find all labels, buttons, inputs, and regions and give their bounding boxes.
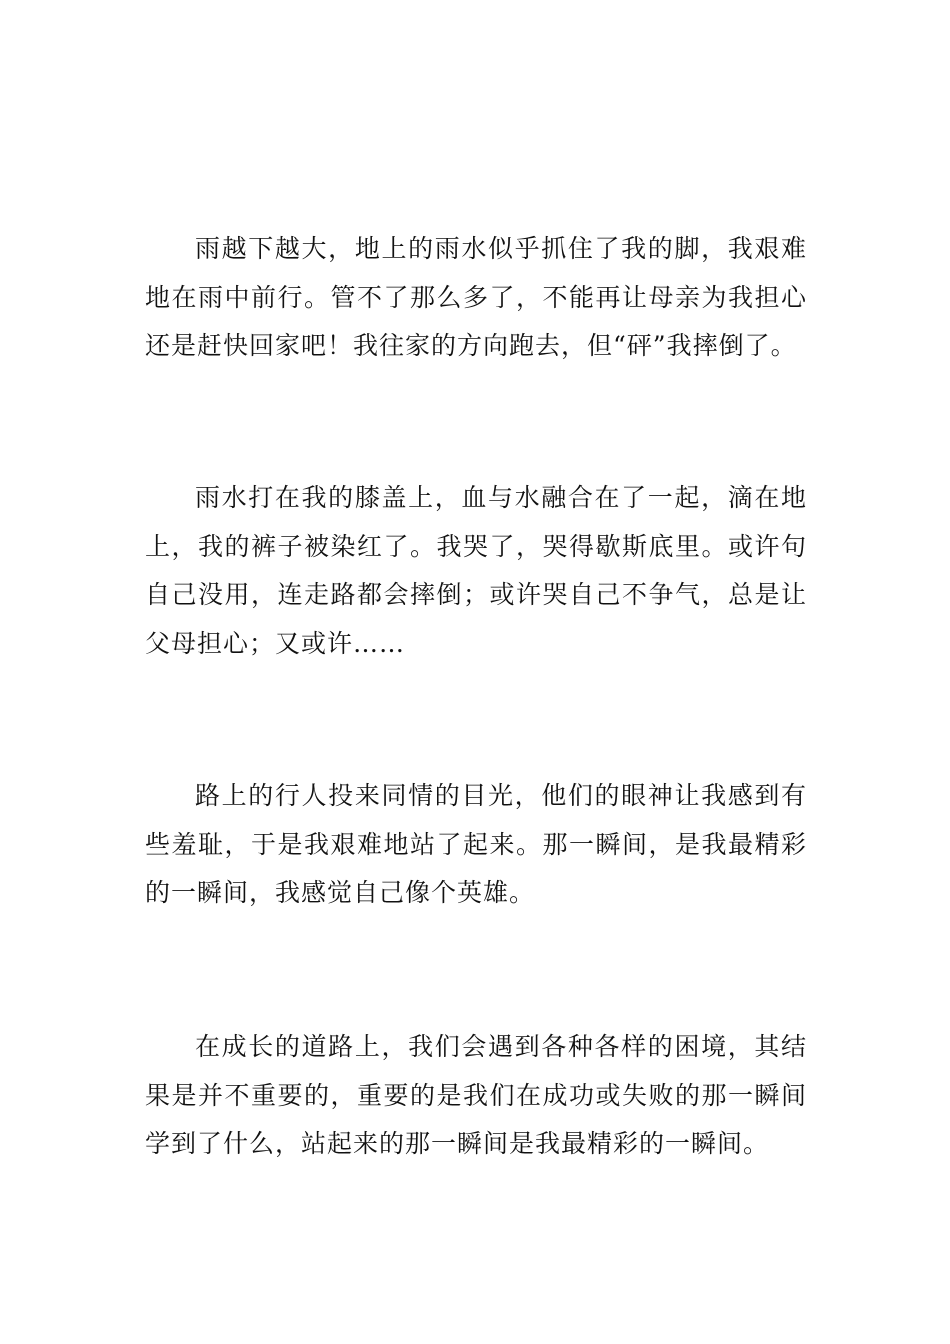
paragraph-1: 雨越下越大，地上的雨水似乎抓住了我的脚，我艰难地在雨中前行。管不了那么多了，不能再让母亲为我担心还是赶快回家吧！我往家的方向跑去，但“砰”我摔倒了。 xyxy=(145,234,807,360)
paragraph-4: 在成长的道路上，我们会遇到各种各样的困境，其结果是并不重要的，重要的是我们在成功或失败的那一瞬间学到了什么，站起来的那一瞬间是我最精彩的一瞬间。 xyxy=(145,1032,807,1158)
paragraph-2: 雨水打在我的膝盖上，血与水融合在了一起，滴在地上，我的裤子被染红了。我哭了，哭得歇斯底里。或许句自己没用，连走路都会摔倒；或许哭自己不争气，总是让父母担心；又或许…… xyxy=(145,483,807,658)
paragraph-3: 路上的行人投来同情的目光，他们的眼神让我感到有些羞耻，于是我艰难地站了起来。那一瞬间，是我最精彩的一瞬间，我感觉自己像个英雄。 xyxy=(145,781,807,907)
